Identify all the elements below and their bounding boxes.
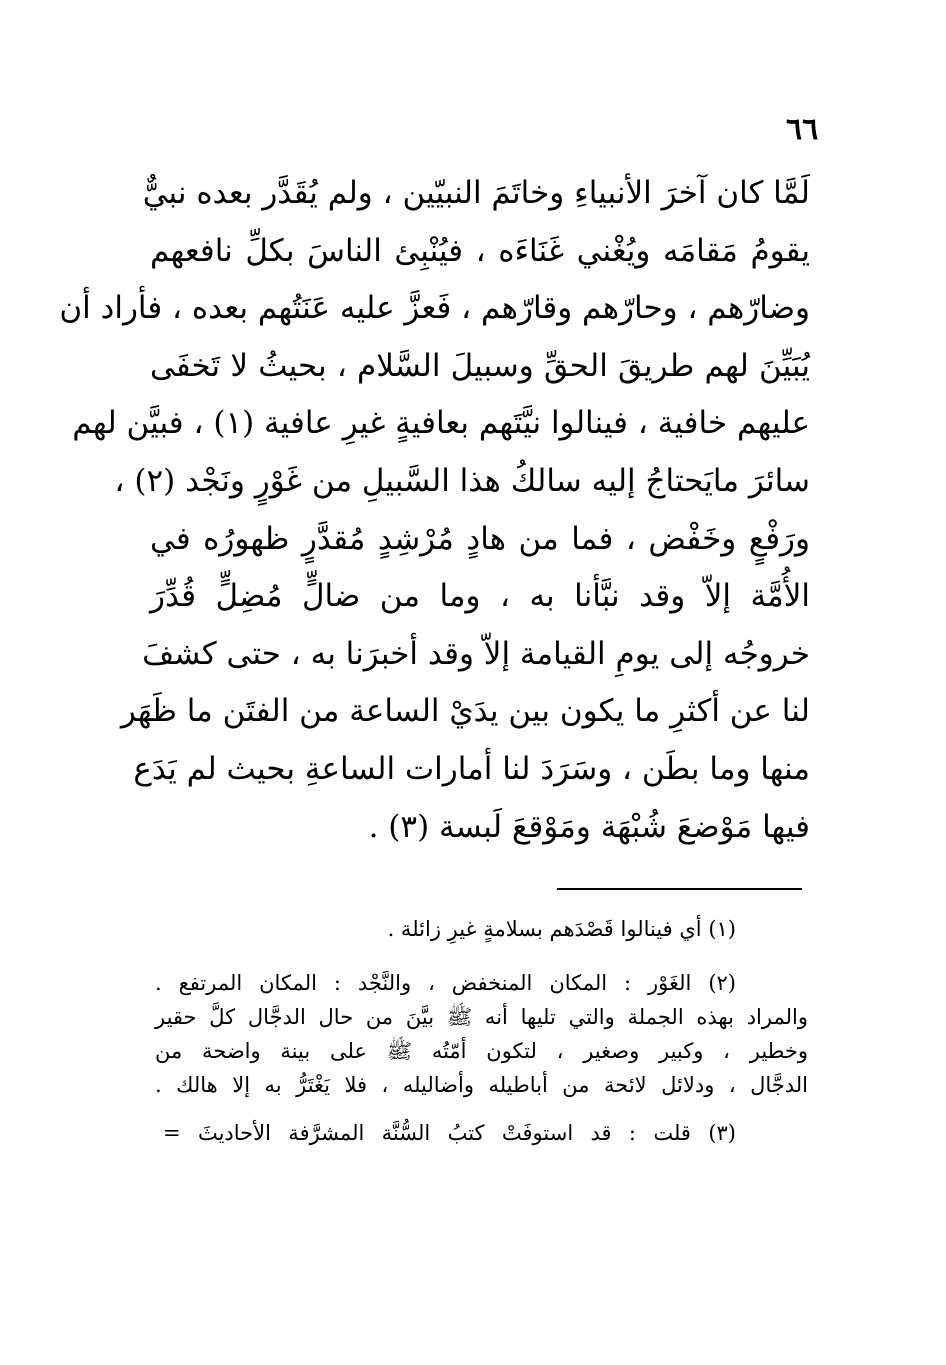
body-line: يقومُ مَقامَه ويُغْني غَنَاءَه ، فيُنْبِئ الناسَ بكلِّ نافعهم [150, 232, 810, 269]
footnote-line: (٣) قلت : قد استوفَتْ كتبُ السُّنَّة المشرَّفة الأحاديثَ = [163, 1121, 736, 1145]
footnote-line: والمراد بهذه الجملة والتي تليها أنه ﷺ بيَّنَ من حال الدجَّال كلَّ حقير [155, 1005, 808, 1029]
footnote-line: وخطير ، وكبير وصغير ، لتكون أمّتُه ﷺ على بينة واضحة من [155, 1039, 808, 1063]
body-line: عليهم خافية ، فينالوا نيَّتَهم بعافيةٍ غيرِ عافية (١) ، فبيَّن لهم [72, 405, 810, 442]
body-line: يُبَيِّنَ لهم طريقَ الحقِّ وسبيلَ السَّلام ، بحيثُ لا تَخفَى [150, 347, 810, 384]
page-number: ٦٦ [786, 112, 819, 147]
body-line: ورَفْعٍ وخَفْض ، فما من هادٍ مُرْشِدٍ مُقدَّرٍ ظهورُه في [150, 520, 810, 557]
body-line: فيها مَوْضعَ شُبْهَة ومَوْقعَ لَبسة (٣) . [368, 808, 810, 845]
body-text [59, 165, 810, 856]
body-line: لنا عن أكثرِ ما يكون بين يدَيْ الساعة من الفتَن ما ظَهَر [120, 693, 810, 730]
footnote-divider [557, 888, 802, 890]
body-line: خروجُه إلى يومِ القيامة إلاّ وقد أخبرَنا به ، حتى كشفَ [142, 635, 810, 672]
body-line: منها وما بطَن ، وسَرَدَ لنا أمارات الساعةِ بحيث لم يَدَع [133, 750, 810, 787]
footnote-1 [155, 912, 808, 946]
footnote-line: الدجَّال ، ودلائل لائحة من أباطيله وأضاليله ، فلا يَغْتَرُّ به إلا هالك . [155, 1073, 808, 1097]
footnote-3 [155, 1116, 808, 1150]
footnote-2 [155, 966, 808, 1102]
footnote-line: (١) أي فينالوا قَصْدَهم بسلامةٍ غيرِ زائلة . [387, 917, 736, 941]
body-line: الأُمَّة إلاّ وقد نبَّأنا به ، وما من ضالٍّ مُضِلٍّ قُدِّرَ [150, 578, 810, 615]
body-line: سائرَ مايَحتاجُ إليه سالكُ هذا السَّبيلِ من غَوْرٍ ونَجْد (٢) ، [114, 462, 810, 499]
footnotes [155, 912, 808, 1150]
body-line: لَمَّا كان آخرَ الأنبياءِ وخاتَمَ النبيّين ، ولم يُقَدَّر بعده نبيٌّ [142, 175, 810, 211]
footnote-line: (٢) الغَوْر : المكان المنخفض ، والنَّجْد : المكان المرتفع . [155, 971, 736, 995]
body-line: وضارّهم ، وحارّهم وقارّهم ، فَعزَّ عليه عَنَتُهم بعده ، فأراد أن [59, 290, 810, 327]
